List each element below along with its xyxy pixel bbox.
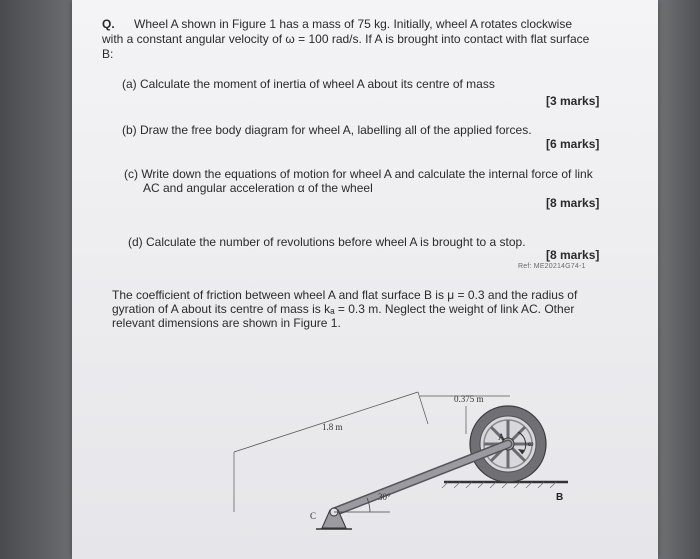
- question-number: Q.: [102, 17, 115, 31]
- label-c: C: [310, 511, 317, 521]
- part-c-marks: [8 marks]: [546, 196, 600, 210]
- part-a-marks: [3 marks]: [546, 94, 600, 108]
- label-length: 1.8 m: [322, 422, 343, 432]
- label-omega: ω: [528, 439, 534, 448]
- question-intro-line-3: B:: [102, 47, 114, 61]
- info-line-2: gyration of A about its centre of mass is kₐ = 0.3 m. Neglect the weight of link AC. Other: [112, 302, 575, 316]
- part-d-text: (d) Calculate the number of revolutions before wheel A is brought to a stop.: [128, 235, 526, 249]
- part-b-marks: [6 marks]: [546, 137, 600, 151]
- info-line-3: relevant dimensions are shown in Figure 1.: [112, 316, 341, 330]
- background-left: [0, 0, 72, 559]
- part-c-text-line-2: AC and angular acceleration α of the wheel: [143, 181, 373, 195]
- part-c-text-line-1: (c) Write down the equations of motion for wheel A and calculate the internal force of link: [124, 167, 593, 181]
- question-intro-line-2: with a constant angular velocity of ω = 100 rad/s. If A is brought into contact with flat surface: [102, 32, 590, 46]
- label-a: A: [498, 432, 505, 442]
- figure-1-diagram: [222, 378, 642, 553]
- part-a-text: (a) Calculate the moment of inertia of wheel A about its centre of mass: [122, 77, 495, 91]
- reference-code: Ref: ME20214G74-1: [518, 263, 586, 270]
- extension-line-a: [418, 392, 428, 424]
- link-ac: [334, 444, 508, 512]
- label-angle: 30°: [378, 492, 391, 502]
- info-line-1: The coefficient of friction between wheel A and flat surface B is μ = 0.3 and the radius of: [112, 288, 578, 302]
- part-b-text: (b) Draw the free body diagram for wheel A, labelling all of the applied forces.: [122, 123, 532, 137]
- label-radius: 0.375 m: [454, 394, 484, 404]
- label-b: B: [556, 492, 564, 503]
- question-sheet: [72, 0, 658, 559]
- part-d-marks: [8 marks]: [546, 248, 600, 262]
- question-intro-line-1: Wheel A shown in Figure 1 has a mass of 75 kg. Initially, wheel A rotates clockwise: [134, 17, 572, 31]
